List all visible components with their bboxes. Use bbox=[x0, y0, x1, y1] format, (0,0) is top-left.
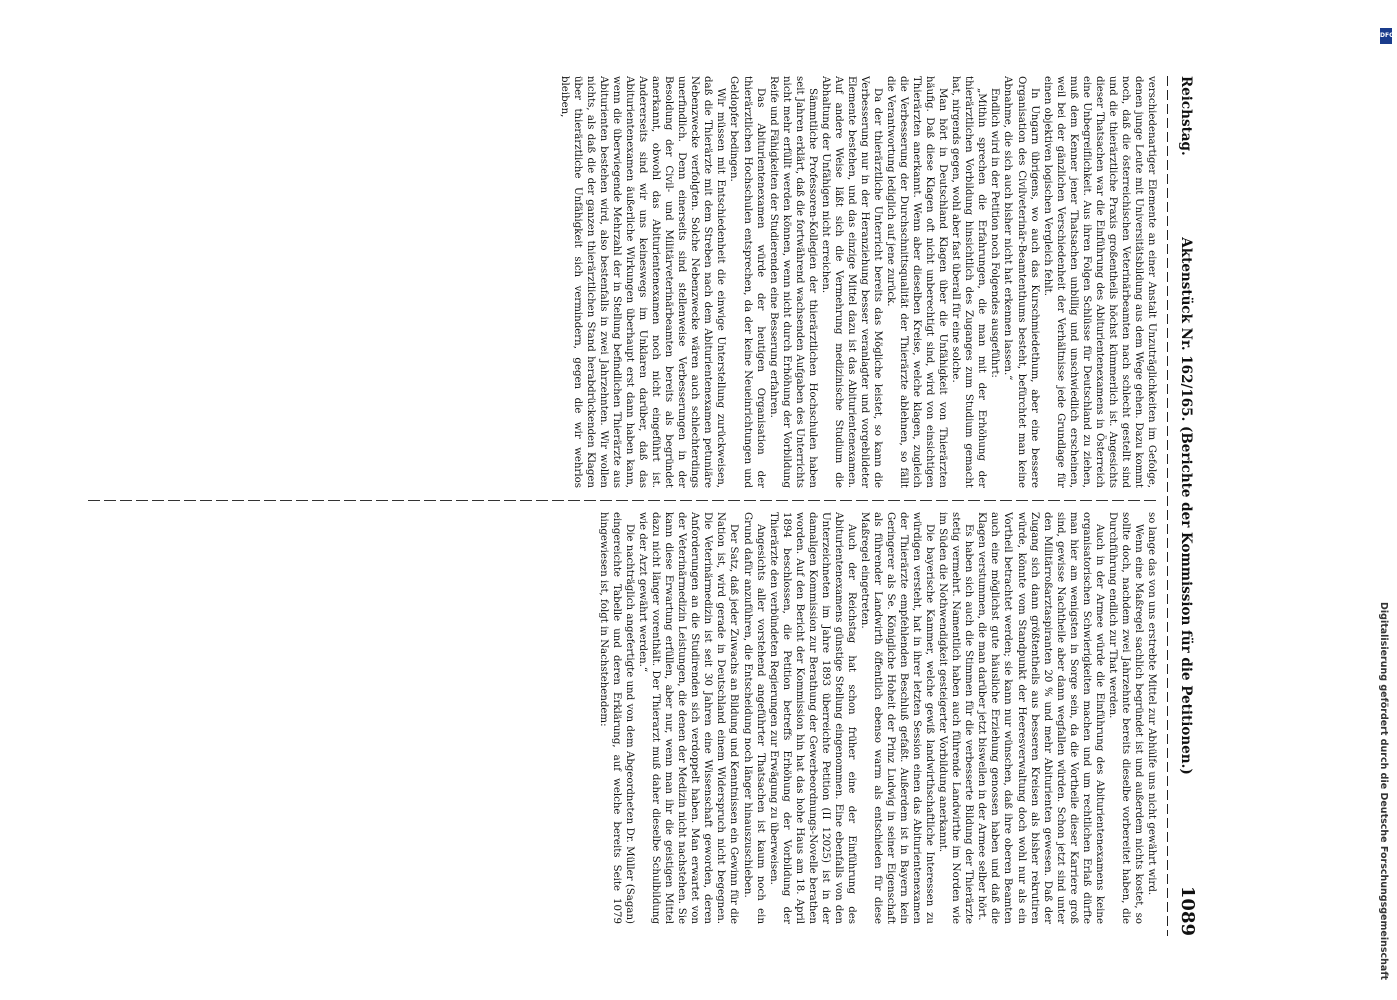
sidebar-credit bbox=[1372, 20, 1394, 980]
paragraph: Angesichts aller vorstehend angeführter Thatsachen ist kaum noch ein Grund dafür anzuführen, die Entscheidung noch länger hinauszuschieben. bbox=[741, 512, 766, 924]
dfg-logo: DFG bbox=[1380, 28, 1392, 44]
paragraph: verschiedenartiger Elemente an einer Anstalt Unzuträglichkeiten im Gefolge, denen junge Leute mit Universitätsbildung aus dem Wege gehen. Dazu kommt noch, daß die österreichischen Veterinärbeamten nach schlecht gestellt sind und die thierärztliche Praxis großentheils höchst kümmerlich ist. Angesichts dieser Thatsachen war die Einführung des Abiturientenexamens in Österreich eine Unbegreiflichkeit. Aus ihren Folgen Schlüsse für Deutschland zu ziehen, muß dem Kenner jener Thatsachen unbillig und unschwiedlich erscheinen, weil bei der gänzlichen Verschiedenheit der Verhältnisse jede Grundlage für einen objektiven logischen Vergleich fehlt. bbox=[1041, 76, 1157, 488]
paragraph: Wir müssen mit Entschiedenheit die einwige Unterstellung zurückweisen, daß die Thierärzte mit dem Streben nach dem Abiturientenexamen petuniäre Nebenzwecke verfolgten. Solche Nebenzwecke wären auch schlechterdings unerfindlich. Denn einerseits sind stellenweise Verbesserungen in der Besoldung der Civil- und Militärveterinärbeamten bereits als begründet anerkannt, obwohl das Abiturientenexamen noch nicht eingeführt ist. Andererseits sind wir uns keineswegs im Unklaren darüber, daß das Abiturientenexamen äußerliche Wirkungen überhaupt erst dann haben kann, wenn die überwiegende Mehrzahl der in Stellung befindlichen Thierärzte aus Abiturienten bestehen wird, also bestenfalls in zwei Jahrzehnten. Wir wollen nichts, als daß die der ganzen thierärztlichen Stand herabdrückenden Klagen über thierärztliche Unfähigkeit sich vermindern, gegen die wir wehrlos bleiben, bbox=[558, 76, 727, 488]
paragraph: Da der thierärztliche Unterricht bereits das Mögliche leistet, so kann die Verbesserung nur in der Heranziehung besser veranlagter und vorgebildeter Elemente bestehen, und das einzige Mittel dazu ist das Abiturientenexamen. Auf andere Weise läßt sich die Vermehrung medizinische Studium die Abhaltung der Unfähigen nicht erreichen. bbox=[819, 76, 884, 488]
text-column-left bbox=[88, 76, 1158, 488]
page-number: 1089 bbox=[1177, 885, 1198, 936]
paragraph: „Mithin sprechen die Erfahrungen, die man mit der Erhöhung der thierärztlichen Vorbildung hinsichtlich des Zuganges zum Studium gemacht hat, nirgends gegen, wohl aber fast überall für eine solche. bbox=[950, 76, 988, 488]
paragraph: Es haben sich auch die Stimmen für die verbesserte Bildung der Thierärzte stetig vermehrt. Namentlich haben auch führende Landwirthe im Norden wie im Süden die Nothwendigkeit gesteigerter Vorbildung anerkannt. bbox=[937, 512, 975, 924]
paragraph: Auch der Reichstag hat schon früher eine der Einführung des Abiturientenexamens günstige Stellung eingenommen. Eine ebenfalls von den Unterzeichneten im Jahre 1893 überreichte Petition (II 12025) ist in der damaligen Kommission zur Berathung der Gewerbeordnungs-Novelle berathen worden. Auf den Bericht der Kommission hin hat das hohe Haus am 18. April 1894 beschlossen, die Petition betreffs Erhöhung der Vorbildung der Thierärzte den verbündeten Regierungen zur Erwägung zu überweisen. bbox=[767, 512, 857, 924]
paragraph: Auch in der Armee würde die Einführung des Abiturientenexamens keine organisatorischen Schwierigkeiten machen und um rechtlichen Erlaß dürfte man hier am wenigsten in Sorge sein, da die Vortheile dieser Karriere groß sind, gewisse Nachtheile aber dann wegfallen würden. Schon jetzt sind unter den Militärroßarztaspiranten 20 % und mehr Abiturienten gewesen. Daß der Zugang sich dann größtentheils aus besseren Kreisen als bisher rekrutiren würde, könnte vom Standpunkt der Heeresverwaltung doch wohl nur als ein Vortheil betrachtet werden; sie kann nur wünschen, daß ihre oberen Beamten auch eine möglichst gute häusliche Erziehung genossen haben und daß die Klagen verstummen, die man darüber jetzt bisweilen in der Armee selber hört. bbox=[976, 512, 1105, 924]
running-header bbox=[1172, 76, 1196, 936]
paragraph: Wenn eine Maßregel sachlich begründet ist und außerdem nichts kostet, so sollte doch, nachdem zwei Jahrzehnte bereits dieselbe vorbereitet haben, die Durchführung endlich zur That werden. bbox=[1106, 512, 1144, 924]
header-title: Aktenstück Nr. 162/165. (Berichte der Kommission für die Petitionen.) bbox=[1178, 237, 1194, 775]
paragraph: Der Satz, daß jeder Zuwachs an Bildung und Kenntnissen ein Gewinn für die Nation ist, wird gerade in Deutschland einem Widerspruch nicht begegnen. Die Veterinärmedizin ist seit 30 Jahren eine Wissenschaft geworden, deren Anforderungen an die Studirenden sich verdoppelt haben. Man erwartet von der Veterinärmedizin Leistungen, die denen der Medizin nicht nachstehen. Sie kann diese Erwartung erfüllen, aber nur, wenn man ihr die geistigen Mittel dazu nicht länger vorenthält. Der Thierarzt muß daher dieselbe Schulbildung wie der Arzt gewährt werden.“ bbox=[637, 512, 740, 924]
paragraph: Endlich wird in der Petition noch Folgendes ausgeführt: bbox=[989, 88, 1001, 378]
header-left: Reichstag. bbox=[1178, 76, 1194, 156]
paragraph: Das Abiturientenexamen würde der heutigen Organisation der thierärztlichen Hochschulen entsprechen, da der keine Neueinrichtungen und Geldopfer bedingen. bbox=[728, 76, 766, 488]
paragraph: Man hört in Deutschland Klagen über die Unfähigkeit von Thierärzten häufig. Daß diese Klagen oft nicht unberechtigt sind, wird von einsichtigen Thierärzten anerkannt. Wenn aber dieselben Kreise, welche klagen, zugleich die Verbesserung der Durchschnittsqualität der Thierärzte ablehnen, so fällt die Verantwortung lediglich auf jene zurück. bbox=[885, 76, 949, 488]
header-rule bbox=[1167, 76, 1168, 936]
column-separator bbox=[86, 500, 1156, 501]
paragraph: so lange das von uns erstrebte Mittel zur Abhülfe uns nicht gewährt wird. bbox=[1146, 512, 1157, 896]
paragraph: Die nachträglich angefertigte und von dem Abgeordneten Dr. Müller (Sagan) eingereichte Tabelle und deren Erklärung, auf welche bereits Seite 1079 hingewiesen ist, folgt in Nachstehendem: bbox=[598, 512, 636, 924]
paragraph: Sämmtliche Professoren-Kollegien der thierärztlichen Hochschulen haben seit Jahren erklärt, daß die fortwährend wachsenden Aufgaben des Unterrichts nicht mehr erfüllt werden können, wenn nicht durch Erhöhung der Vorbildung Reife und Fähigkeiten der Studierenden eine Besserung erfahren. bbox=[767, 76, 818, 488]
paragraph: Die bayerische Kammer, welche gewiß landwirthschaftliche Interessen zu würdigen versteht, hat in ihrer letzten Session einen das Abiturientenexamen der Thierärzte empfehlenden Beschluß gefaßt. Außerdem ist in Bayern kein Geringerer als Se. Königliche Hoheit der Prinz Ludwig in seiner Eigenschaft als führender Landwirth öffentlich ebenso warm als entschieden für diese Maßregel eingetreten. bbox=[858, 512, 936, 924]
paragraph: In Ungarn übrigens, wo auch das Kurschmiedethum, aber eine bessere Organisation des Civilveterinär-Beamtenthums besteht, befürchtet man keine Abnahme, die sich auch bisher nicht hat erkennen lassen.“ bbox=[1002, 76, 1040, 488]
text-column-right bbox=[88, 512, 1158, 924]
digitization-credit: Digitalisierung gefördert durch die Deutsche Forschungsgemeinschaft bbox=[1378, 602, 1389, 980]
rotated-page bbox=[76, 76, 1196, 936]
